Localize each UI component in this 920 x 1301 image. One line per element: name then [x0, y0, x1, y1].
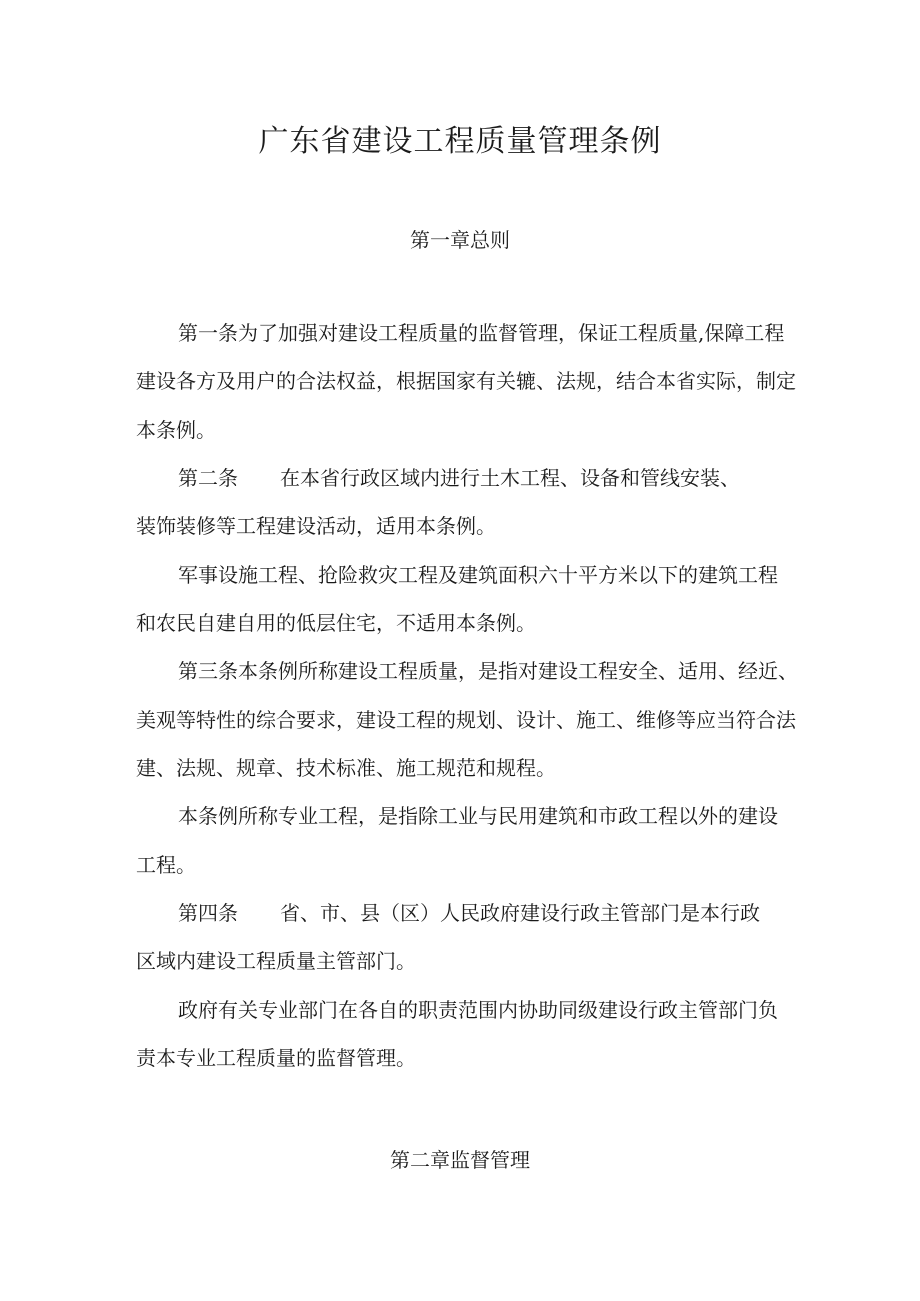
- article-3-line-3: 建、法规、规章、技术标准、施工规范和规程。: [136, 756, 556, 780]
- article-2-line-2: 装饰装修等工程建设活动，适用本条例。: [136, 514, 496, 538]
- document-title: 广东省建设工程质量管理条例: [258, 124, 662, 159]
- article-2-line-1: [178, 463, 740, 493]
- article-2-text: 在本省行政区域内进行土木工程、设备和管线安装、: [280, 466, 740, 490]
- article-4-line-1: [178, 898, 760, 928]
- article-3-paragraph-2-line-1: 本条例所称专业工程，是指除工业与民用建筑和市政工程以外的建设: [178, 804, 778, 828]
- article-2-paragraph-2-line-2: 和农民自建自用的低层住宅，不适用本条例。: [136, 611, 536, 635]
- chapter-heading-2: 第二章监督管理: [390, 1148, 530, 1172]
- article-3-line-2: 美观等特性的综合要求，建设工程的规划、设计、施工、维修等应当符合法: [136, 708, 796, 732]
- article-1-line-2: 建设各方及用户的合法权益，根据国家有关辘、法规，结合本省实际，制定: [136, 369, 796, 393]
- article-2-paragraph-2-line-1: 军事设施工程、抢险救灾工程及建筑面积六十平方米以下的建筑工程: [178, 563, 778, 587]
- article-4-paragraph-2-line-2: 责本专业工程质量的监督管理。: [136, 1046, 416, 1070]
- article-1-line-3: 本条例。: [136, 418, 216, 442]
- article-2-label: 第二条: [178, 466, 238, 490]
- article-4-paragraph-2-line-1: 政府有关专业部门在各自的职责范围内协助同级建设行政主管部门负: [178, 998, 778, 1022]
- article-4-line-2: 区域内建设工程质量主管部门。: [136, 949, 416, 973]
- article-1-line-1: 第一条为了加强对建设工程质量的监督管理，保证工程质量,保障工程: [178, 321, 785, 345]
- chapter-heading-1: 第一章总则: [410, 228, 510, 252]
- article-3-line-1: 第三条本条例所称建设工程质量，是指对建设工程安全、适用、经近、: [178, 659, 798, 683]
- article-4-label: 第四条: [178, 901, 238, 925]
- article-3-paragraph-2-line-2: 工程。: [136, 853, 196, 877]
- article-4-text: 省、市、县（区）人民政府建设行政主管部门是本行政: [280, 901, 760, 925]
